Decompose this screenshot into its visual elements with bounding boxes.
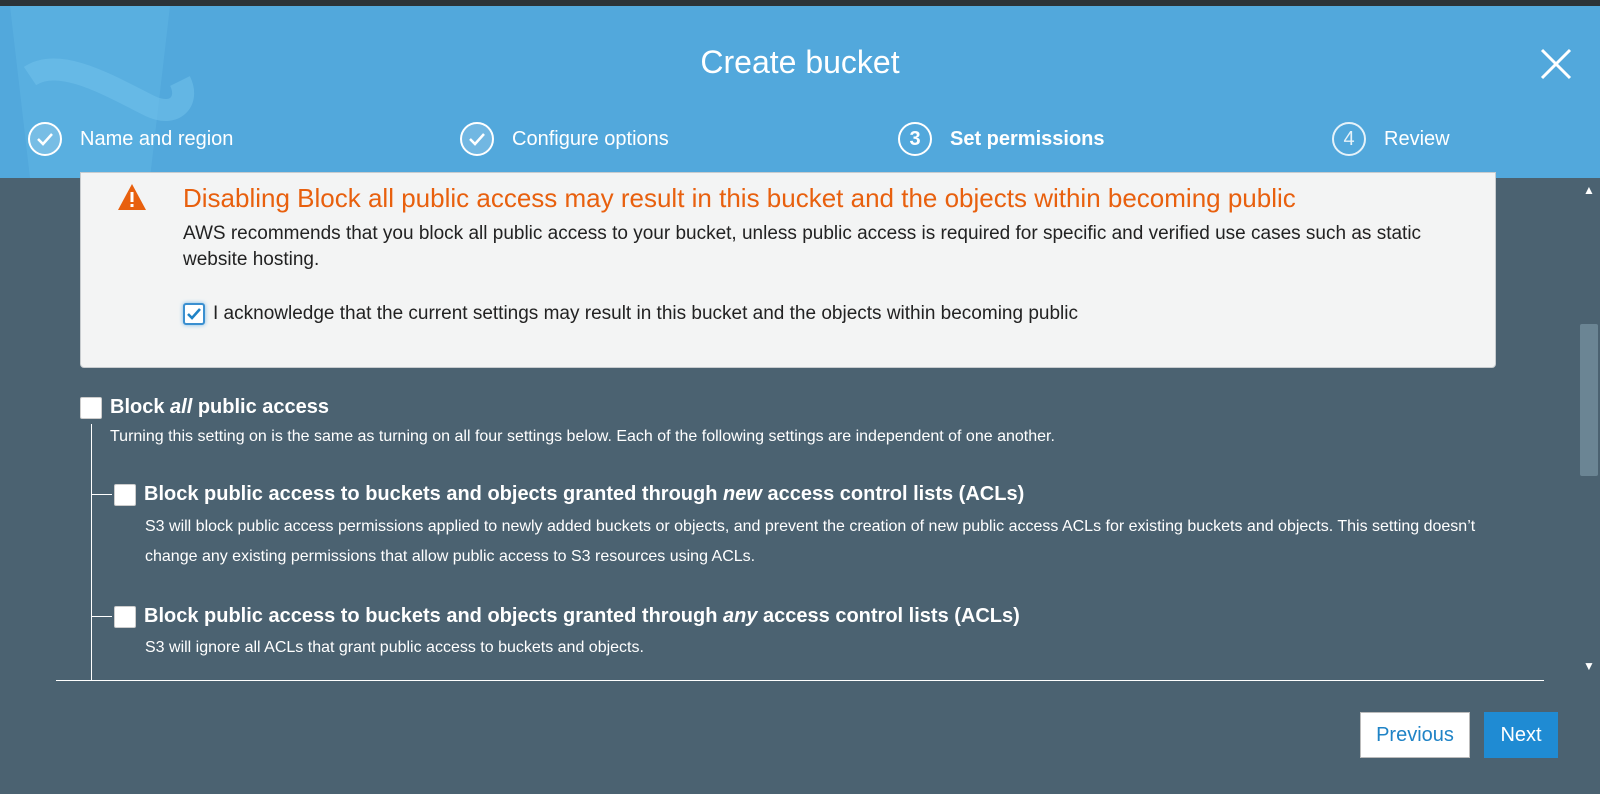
scroll-up-icon[interactable]: ▲ — [1583, 183, 1595, 197]
label-part: Block — [110, 396, 171, 418]
label-emphasis: any — [723, 605, 758, 627]
step-complete-check-icon — [28, 122, 62, 156]
tree-branch — [92, 494, 112, 495]
warning-title: Disabling Block all public access may result in this bucket and the objects within becoming public — [183, 183, 1296, 213]
acknowledge-label: I acknowledge that the current settings may result in this bucket and the objects within becoming public — [213, 303, 1078, 324]
modal-header — [0, 6, 1600, 178]
block-all-public-access-checkbox[interactable] — [80, 397, 102, 419]
label-part: Block public access to buckets and objects granted through — [144, 483, 724, 505]
warning-body: AWS recommends that you block all public access to your bucket, unless public access is required for specific and verified use cases such as static website hosting. — [183, 223, 1422, 270]
label-emphasis: new — [723, 483, 762, 505]
acknowledge-row — [183, 303, 1078, 325]
block-any-acls-description: S3 will ignore all ACLs that grant public access to buckets and objects. — [145, 639, 644, 656]
step-name-and-region[interactable] — [28, 119, 233, 159]
label-part: access control lists (ACLs) — [757, 605, 1020, 627]
step-label: Configure options — [512, 127, 669, 150]
block-new-acls-description: S3 will block public access permissions applied to newly added buckets or objects, and prevent the creation of new public access ACLs for existing buckets and objects. This setting doesn’t change any existing permissions that allow public access to S3 resources using ACLs. — [145, 518, 1476, 565]
step-complete-check-icon — [460, 122, 494, 156]
label-part: access control lists (ACLs) — [761, 483, 1025, 505]
block-new-acls-option — [92, 483, 1024, 506]
block-new-acls-label — [144, 483, 1024, 506]
previous-button[interactable]: Previous — [1360, 712, 1470, 758]
block-any-acls-option — [92, 605, 1020, 628]
modal-title: Create bucket — [700, 44, 900, 80]
public-access-warning-panel — [80, 172, 1496, 368]
label-part: Block public access to buckets and objects granted through — [144, 605, 724, 627]
block-new-acls-checkbox[interactable] — [114, 484, 136, 506]
step-set-permissions[interactable] — [898, 119, 1105, 159]
warning-triangle-icon — [117, 183, 147, 211]
block-all-public-access-option — [80, 396, 329, 419]
step-label: Set permissions — [950, 127, 1105, 150]
scrollbar-thumb[interactable] — [1580, 324, 1598, 476]
step-review[interactable] — [1332, 119, 1450, 159]
block-any-acls-label — [144, 605, 1020, 628]
footer-divider — [56, 680, 1544, 681]
step-number: 4 — [1332, 122, 1366, 156]
tree-branch — [92, 616, 112, 617]
close-icon[interactable] — [1536, 44, 1576, 84]
block-any-acls-checkbox[interactable] — [114, 606, 136, 628]
next-button[interactable]: Next — [1484, 712, 1558, 758]
label-part: public access — [192, 396, 330, 418]
scroll-down-icon[interactable]: ▼ — [1583, 659, 1595, 673]
step-configure-options[interactable] — [460, 119, 669, 159]
step-label: Name and region — [80, 127, 234, 150]
label-emphasis: all — [170, 396, 193, 418]
acknowledge-checkbox[interactable] — [183, 303, 205, 325]
block-all-description: Turning this setting on is the same as turning on all four settings below. Each of the following settings are independent of one another. — [110, 428, 1055, 445]
step-number: 3 — [898, 122, 932, 156]
tree-connector-line — [91, 424, 92, 680]
step-label: Review — [1384, 127, 1450, 150]
checkmark-icon — [186, 306, 202, 322]
block-all-label — [110, 396, 329, 419]
